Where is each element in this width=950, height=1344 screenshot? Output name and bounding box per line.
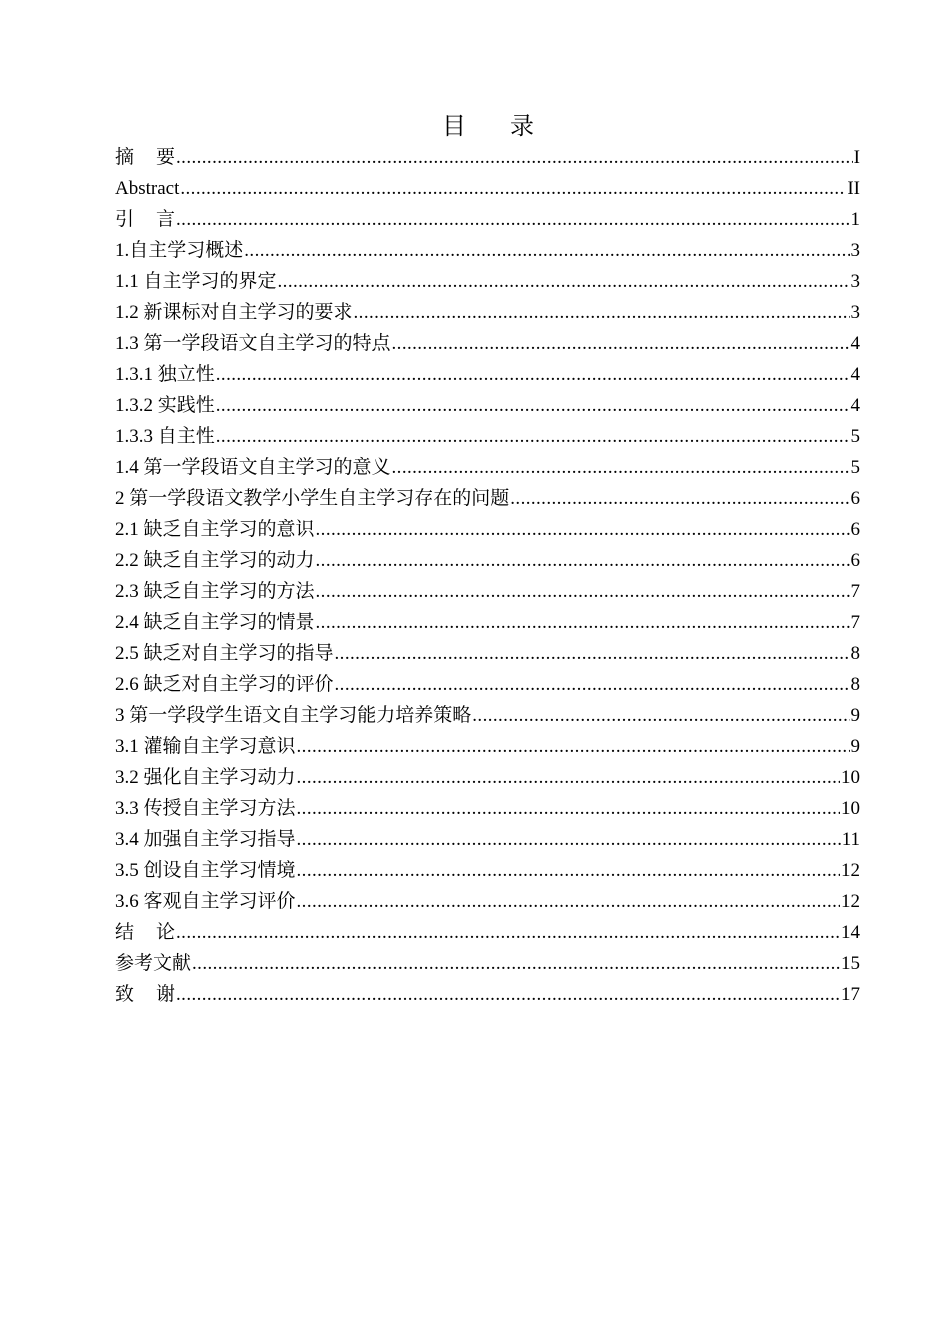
toc-leader-dots [510, 483, 849, 514]
toc-entry-label: 1.3 第一学段语文自主学习的特点 [115, 333, 391, 354]
toc-leader-dots [316, 514, 850, 545]
toc-entry[interactable] [115, 390, 860, 421]
toc-entry[interactable] [115, 545, 860, 576]
toc-entry[interactable] [115, 762, 860, 793]
toc-entry-page: 6 [850, 488, 860, 509]
toc-leader-dots [316, 607, 850, 638]
toc-entry-page: 3 [850, 302, 860, 323]
toc-leader-dots [176, 917, 840, 948]
toc-entry[interactable] [115, 638, 860, 669]
toc-entry[interactable] [115, 824, 860, 855]
toc-entry-page: 3 [850, 271, 860, 292]
toc-entry[interactable] [115, 266, 860, 297]
toc-leader-dots [297, 824, 841, 855]
toc-leader-dots [297, 793, 840, 824]
toc-entry-page: II [847, 178, 860, 199]
toc-list [115, 142, 860, 1010]
toc-entry[interactable] [115, 700, 860, 731]
toc-leader-dots [297, 886, 840, 917]
toc-entry[interactable] [115, 514, 860, 545]
toc-title [0, 108, 950, 144]
toc-entry-label: 1.4 第一学段语文自主学习的意义 [115, 457, 391, 478]
toc-entry[interactable] [115, 669, 860, 700]
toc-entry[interactable] [115, 793, 860, 824]
toc-entry-page: 12 [841, 860, 860, 881]
toc-entry[interactable] [115, 142, 860, 173]
toc-entry-page: 11 [841, 829, 860, 850]
toc-entry-page: 9 [850, 736, 860, 757]
toc-entry-label: 1.2 新课标对自主学习的要求 [115, 302, 353, 323]
toc-entry-label: 2.1 缺乏自主学习的意识 [115, 519, 315, 540]
toc-entry[interactable] [115, 235, 860, 266]
toc-entry-label: 摘 要 [115, 147, 176, 168]
toc-leader-dots [297, 855, 840, 886]
toc-title-part1: 目 [442, 112, 466, 140]
toc-entry-label: 3.6 客观自主学习评价 [115, 891, 296, 912]
toc-entry-label: 1.1 自主学习的界定 [115, 271, 277, 292]
toc-leader-dots [392, 452, 850, 483]
toc-entry-page: 1 [850, 209, 860, 230]
toc-entry-page: 5 [850, 426, 860, 447]
toc-leader-dots [278, 266, 850, 297]
toc-leader-dots [297, 762, 840, 793]
toc-leader-dots [176, 979, 840, 1010]
toc-entry[interactable] [115, 328, 860, 359]
toc-entry-label: Abstract [115, 178, 180, 199]
toc-entry-label: 2.5 缺乏对自主学习的指导 [115, 643, 334, 664]
toc-entry-page: 6 [850, 519, 860, 540]
toc-entry-label: 1.3.1 独立性 [115, 364, 215, 385]
toc-entry-label: 3.4 加强自主学习指导 [115, 829, 296, 850]
toc-entry-label: 2.2 缺乏自主学习的动力 [115, 550, 315, 571]
toc-entry-page: 8 [850, 674, 860, 695]
toc-entry-label: 2 第一学段语文教学小学生自主学习存在的问题 [115, 488, 510, 509]
toc-entry[interactable] [115, 359, 860, 390]
toc-leader-dots [354, 297, 850, 328]
toc-entry-label: 1.自主学习概述 [115, 240, 244, 261]
toc-leader-dots [335, 669, 850, 700]
toc-entry[interactable] [115, 917, 860, 948]
toc-entry-page: 17 [841, 984, 860, 1005]
toc-entry-label: 3.3 传授自主学习方法 [115, 798, 296, 819]
toc-entry-label: 致 谢 [115, 984, 176, 1005]
toc-entry-page: 7 [850, 581, 860, 602]
toc-entry[interactable] [115, 855, 860, 886]
toc-leader-dots [176, 142, 853, 173]
toc-entry-page: 14 [841, 922, 860, 943]
toc-entry-page: 4 [850, 395, 860, 416]
toc-leader-dots [176, 204, 849, 235]
toc-leader-dots [192, 948, 840, 979]
toc-entry[interactable] [115, 204, 860, 235]
toc-leader-dots [180, 173, 846, 204]
toc-leader-dots [244, 235, 849, 266]
toc-entry-page: 15 [841, 953, 860, 974]
toc-entry-page: 10 [841, 767, 860, 788]
toc-leader-dots [216, 390, 850, 421]
toc-entry[interactable] [115, 607, 860, 638]
toc-entry-label: 3.2 强化自主学习动力 [115, 767, 296, 788]
toc-entry[interactable] [115, 452, 860, 483]
toc-entry[interactable] [115, 731, 860, 762]
toc-leader-dots [472, 700, 849, 731]
toc-entry-page: 7 [850, 612, 860, 633]
toc-entry-page: I [853, 147, 860, 168]
toc-entry-label: 引 言 [115, 209, 176, 230]
toc-entry[interactable] [115, 173, 860, 204]
toc-entry-label: 1.3.3 自主性 [115, 426, 215, 447]
toc-leader-dots [216, 359, 850, 390]
toc-entry-page: 9 [850, 705, 860, 726]
toc-entry-page: 4 [850, 364, 860, 385]
toc-entry[interactable] [115, 297, 860, 328]
toc-entry-label: 3 第一学段学生语文自主学习能力培养策略 [115, 705, 472, 726]
toc-entry[interactable] [115, 979, 860, 1010]
toc-entry-label: 3.1 灌输自主学习意识 [115, 736, 296, 757]
toc-entry-page: 3 [850, 240, 860, 261]
toc-entry-label: 参考文献 [115, 953, 192, 974]
toc-entry-page: 5 [850, 457, 860, 478]
toc-entry-page: 4 [850, 333, 860, 354]
toc-leader-dots [316, 576, 850, 607]
toc-entry-page: 12 [841, 891, 860, 912]
toc-title-part2: 录 [510, 112, 534, 140]
toc-leader-dots [216, 421, 850, 452]
toc-entry-label: 2.3 缺乏自主学习的方法 [115, 581, 315, 602]
toc-entry-page: 6 [850, 550, 860, 571]
toc-entry-label: 1.3.2 实践性 [115, 395, 215, 416]
toc-entry-page: 8 [850, 643, 860, 664]
toc-leader-dots [297, 731, 850, 762]
toc-entry-label: 结 论 [115, 922, 176, 943]
toc-entry[interactable] [115, 483, 860, 514]
toc-entry[interactable] [115, 421, 860, 452]
toc-leader-dots [335, 638, 850, 669]
toc-leader-dots [316, 545, 850, 576]
toc-entry[interactable] [115, 886, 860, 917]
toc-entry[interactable] [115, 576, 860, 607]
toc-entry-label: 2.4 缺乏自主学习的情景 [115, 612, 315, 633]
toc-entry-label: 3.5 创设自主学习情境 [115, 860, 296, 881]
toc-leader-dots [392, 328, 850, 359]
toc-entry-page: 10 [841, 798, 860, 819]
toc-entry-label: 2.6 缺乏对自主学习的评价 [115, 674, 334, 695]
toc-entry[interactable] [115, 948, 860, 979]
